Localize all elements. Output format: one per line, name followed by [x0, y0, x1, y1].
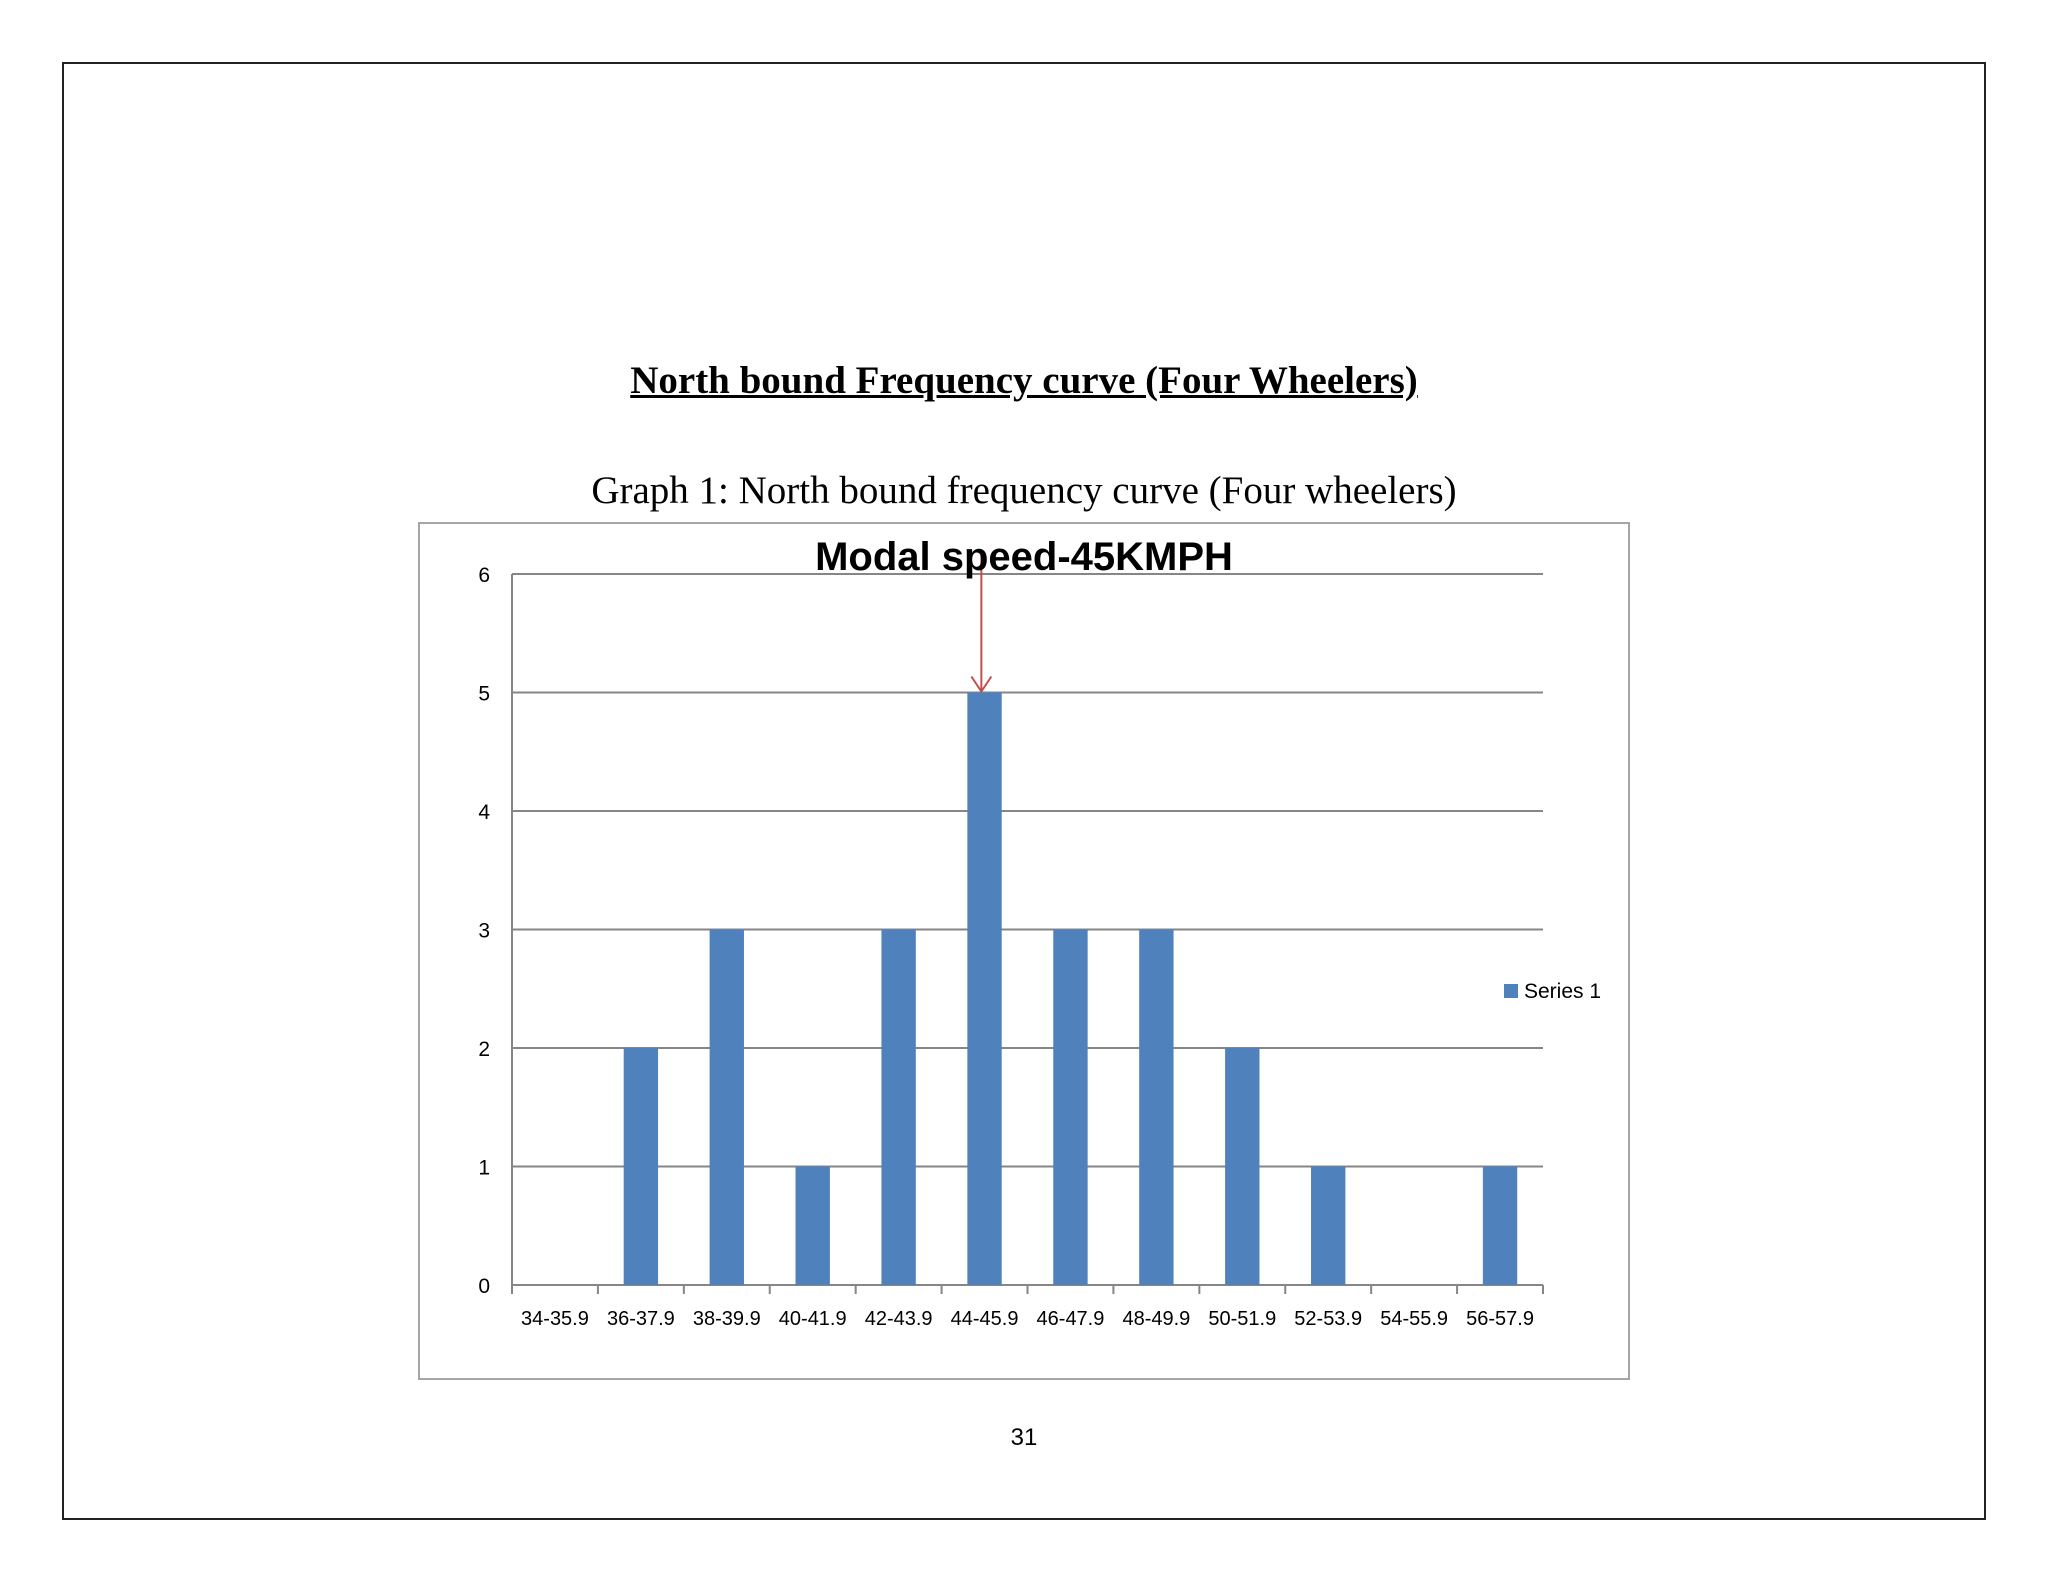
graph-caption: Graph 1: North bound frequency curve (Four wheelers): [591, 469, 1457, 512]
y-tick-label: 0: [478, 1275, 490, 1298]
bar: [1483, 1167, 1517, 1286]
y-tick-label: 4: [478, 801, 490, 824]
bar: [1311, 1167, 1345, 1286]
x-tick-label: 42-43.9: [864, 1308, 933, 1330]
x-tick-label: 46-47.9: [1036, 1308, 1105, 1330]
x-tick-label: 44-45.9: [950, 1308, 1019, 1330]
legend-label: Series 1: [1524, 980, 1602, 1003]
x-tick-label: 34-35.9: [521, 1308, 589, 1330]
legend-swatch: [1504, 984, 1518, 998]
bar: [624, 1048, 658, 1285]
x-tick-label: 56-57.9: [1466, 1308, 1534, 1330]
y-tick-label: 5: [478, 682, 490, 706]
y-tick-label: 1: [478, 1156, 490, 1180]
bar: [1139, 930, 1173, 1286]
x-tick-label: 50-51.9: [1208, 1308, 1277, 1330]
x-tick-label: 38-39.9: [692, 1308, 761, 1330]
page-number: 31: [1010, 1424, 1038, 1451]
bar: [1053, 930, 1087, 1286]
y-tick-label: 2: [478, 1038, 490, 1061]
x-tick-label: 54-55.9: [1380, 1308, 1449, 1330]
bar: [796, 1167, 830, 1286]
bar: [710, 930, 744, 1286]
frequency-bar-chart: [420, 524, 1628, 1378]
x-tick-label: 40-41.9: [778, 1308, 847, 1330]
chart-frame: [418, 522, 1630, 1380]
page-heading: North bound Frequency curve (Four Wheelers): [630, 359, 1418, 402]
bar: [967, 693, 1001, 1286]
y-tick-label: 6: [478, 564, 490, 587]
bar: [881, 930, 915, 1286]
chart-title: Modal speed-45KMPH: [815, 535, 1233, 579]
bar: [1225, 1048, 1259, 1285]
x-tick-label: 36-37.9: [606, 1308, 675, 1330]
y-tick-label: 3: [478, 919, 490, 943]
x-tick-label: 52-53.9: [1294, 1308, 1363, 1330]
x-tick-label: 48-49.9: [1122, 1308, 1191, 1330]
